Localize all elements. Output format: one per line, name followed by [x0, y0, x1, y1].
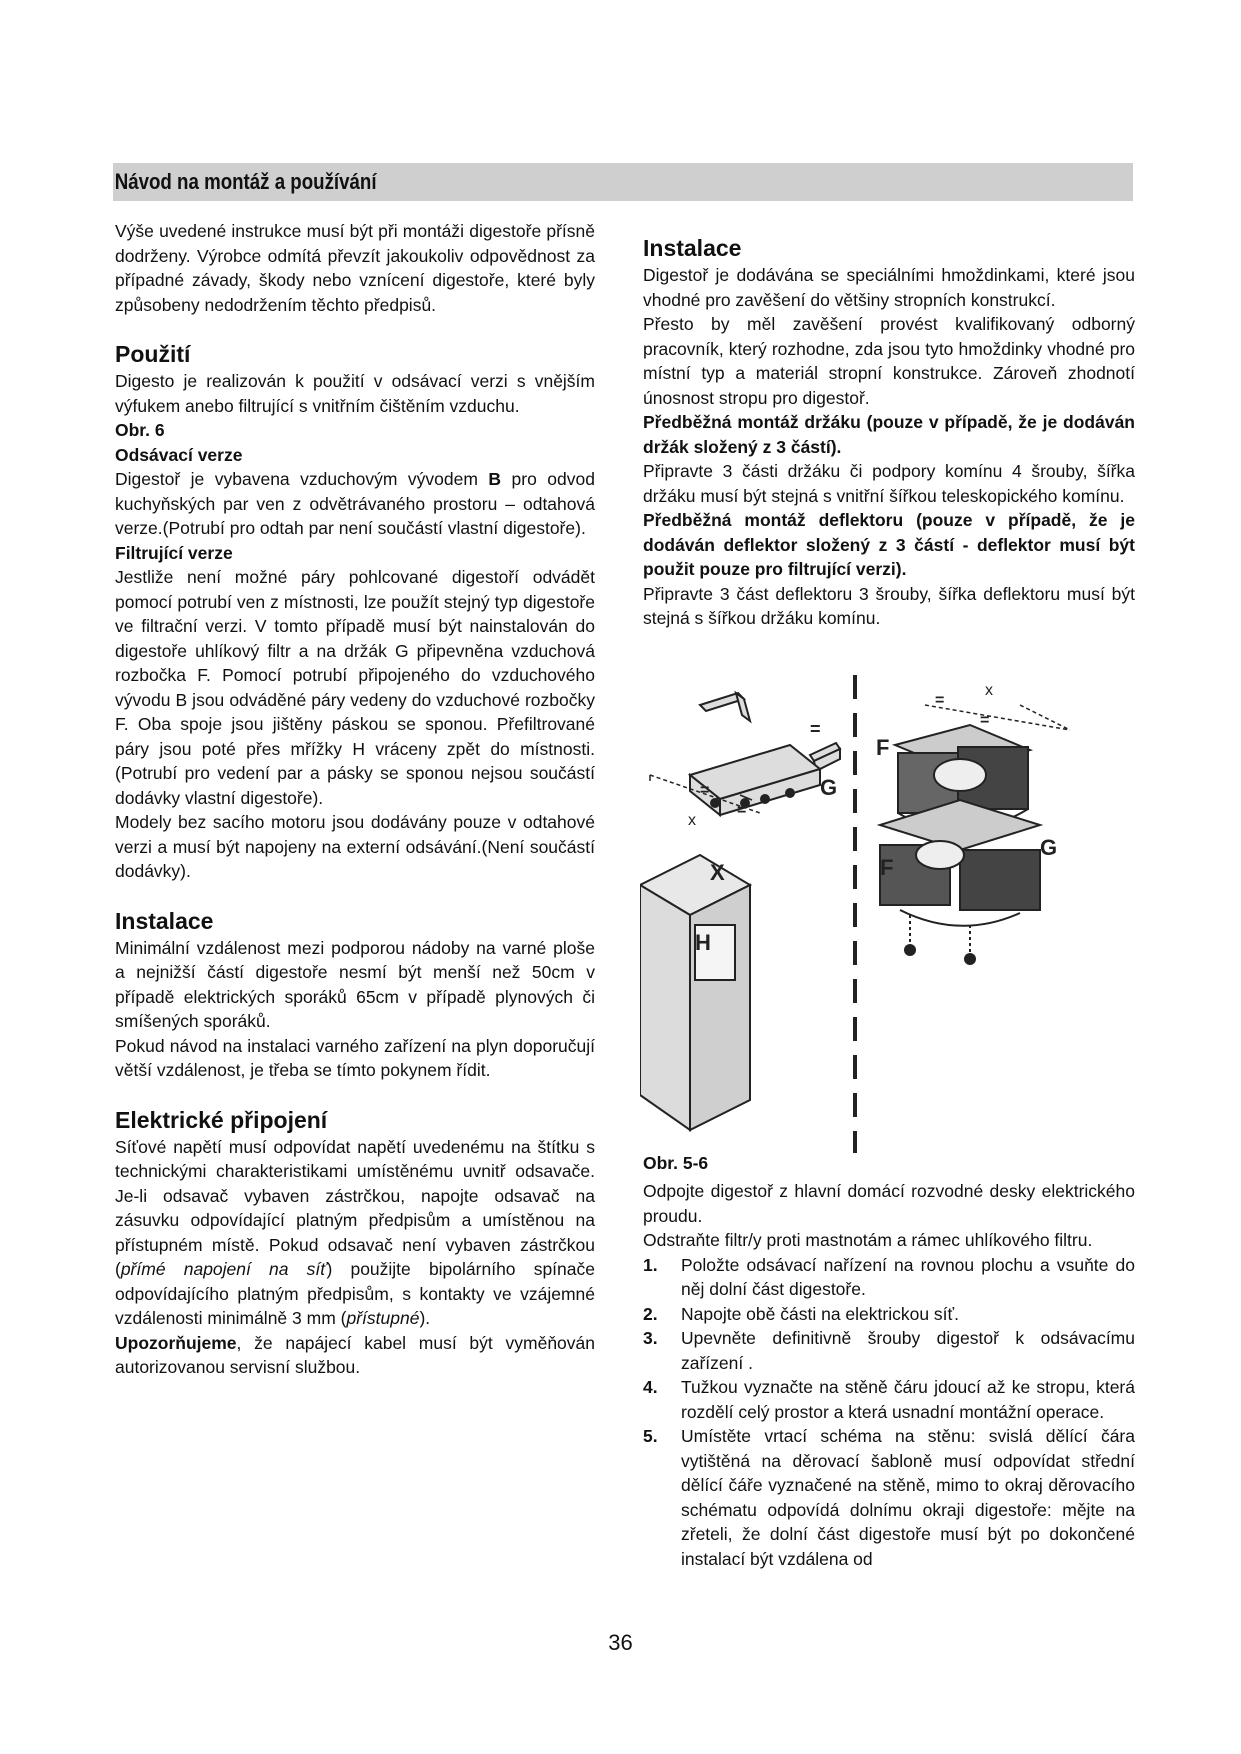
odsavaci-heading: Odsávací verze	[115, 444, 243, 465]
deflektor-paragraph: Připravte 3 část deflektoru 3 šrouby, šířka deflektoru musí být stejná s šířkou držáku komínu.	[643, 583, 1135, 628]
right-column	[643, 233, 1135, 631]
diverter-illustration-bottom	[880, 800, 1040, 964]
instalace-heading-right: Instalace	[643, 235, 742, 261]
label-F-top: F	[876, 735, 890, 760]
label-eq-1: =	[810, 719, 821, 739]
list-item: 5. Umístěte vrtací schéma na stěnu: svislá dělící čára vytištěná na děrovací šabloně musí odpovídat střední dělící čáře vyznačené na stěně, mimo to okraj děrovacího schématu odpovídá dolnímu okraji digestoře: mějte na zřeteli, že dolní část digestoře musí být po dokončené instalací být vzdálena od	[643, 1426, 1135, 1569]
chimney-illustration	[640, 855, 750, 1130]
installation-steps	[643, 1253, 1135, 1572]
label-eq-2: =	[700, 782, 710, 799]
figure-caption: Obr. 5-6	[643, 1153, 709, 1173]
drzak-heading: Předběžná montáž držáku (pouze v případě, že je dodáván držák složený z 3 částí).	[643, 412, 1135, 457]
drzak-paragraph: Připravte 3 části držáku či podpory komínu 4 šrouby, šířka držáku musí být stejná s vnitřní šířkou teleskopického komínu.	[643, 461, 1135, 506]
list-item: 1. Položte odsávací nařízení na rovnou plochu a vsuňte do něj dolní část digestoře.	[643, 1254, 1135, 1299]
presto-paragraph: Přesto by měl zavěšení provést kvalifikovaný odborný pracovník, který rozhodne, zda jsou tyto hmoždinky vhodné pro místní typ a materiál stropní konstrukce. Zároveň zhodnotí únosnost stropu pro digestoř.	[643, 314, 1135, 408]
label-x-small: x	[688, 812, 696, 829]
section-header	[113, 163, 1133, 201]
list-item: 4. Tužkou vyznačte na stěně čáru jdoucí až ke stropu, která rozdělí celý prostor a která usnadní montážní operace.	[643, 1377, 1135, 1422]
modely-paragraph: Modely bez sacího motoru jsou dodávány pouze v odtahové verzi a musí být napojeny na externí odsávání.(Není součástí dodávky).	[115, 812, 595, 881]
instalace-paragraph-left-2: Pokud návod na instalaci varného zařízení na plyn doporučují větší vzdálenost, je třeba se tímto pokynem řídit.	[115, 1035, 595, 1080]
odpojte-paragraph: Odpojte digestoř z hlavní domácí rozvodné desky elektrického proudu.	[643, 1181, 1135, 1226]
instalace-heading-left: Instalace	[115, 907, 214, 934]
intro-paragraph: Výše uvedené instrukce musí být při montáži digestoře přísně dodrženy. Výrobce odmítá převzít jakoukoliv odpovědnost za případné závady, škody nebo vznícení digestoře, které byly způsobeny nedodržením těchto předpisů.	[115, 221, 595, 315]
filtrujici-heading: Filtrující verze	[115, 542, 233, 563]
label-G-bottom: G	[1040, 835, 1058, 860]
label-eq-3: =	[737, 802, 747, 819]
dimension-lines-right	[925, 705, 1070, 730]
installation-figure	[640, 675, 1140, 1153]
upozornujeme-paragraph: Upozorňujeme, že napájecí kabel musí být vyměňován autorizovanou servisní službou.	[115, 1332, 595, 1377]
left-column	[115, 219, 595, 1380]
odstrante-paragraph: Odstraňte filtr/y proti mastnotám a rámec uhlíkového filtru.	[643, 1230, 1093, 1250]
odsavaci-paragraph: Digestoř je vybavena vzduchovým vývodem B pro odvod kuchyňských par ven z odvětrávaného prostoru – odtahová verze.(Potrubí pro odtah par není součástí vlastní digestoře).	[115, 469, 595, 538]
elektricke-heading: Elektrické připojení	[115, 1106, 328, 1133]
obr6-label: Obr. 6	[115, 420, 165, 440]
label-eq-4: =	[935, 692, 945, 709]
label-X: X	[710, 860, 725, 885]
pouziti-heading: Použití	[115, 341, 191, 367]
label-F-bottom: F	[880, 855, 894, 880]
label-x-small-2: x	[985, 682, 993, 699]
label-H: H	[695, 930, 711, 955]
right-column-lower	[643, 1179, 1135, 1571]
list-item: 3. Upevněte definitivně šrouby digestoř k odsávacímu zařízení .	[643, 1328, 1135, 1373]
instalace-paragraph-left: Minimální vzdálenost mezi podporou nádoby na varné ploše a nejnižší částí digestoře nesmí být menší než 50cm v případě elektrických sporáků 65cm v případě plynových či smíšených sporáků.	[115, 937, 595, 1031]
label-G-top: G	[820, 775, 838, 800]
page-title: Návod na montáž a používání	[114, 169, 377, 194]
filtrujici-paragraph: Jestliže není možné páry pohlcované digestoří odvádět pomocí potrubí ven z místnosti, lze použít stejný typ digestoře ve filtrační verzi. V tomto případě musí být nainstalován do digestoře uhlíkový filtr a na držák G připevněna vzduchová rozbočka F. Pomocí potrubí připojeného do vzduchového vývodu B jsou odváděné páry vedeny do vzduchové rozbočky F. Oba spoje jsou jištěny páskou se sponou. Přefiltrované páry jsou poté přes mřížky H vráceny zpět do místnosti.(Potrubí pro vedení par a pásky se sponou nejsou součástí dodávky vlastní digestoře).	[115, 567, 595, 808]
page-number: 36	[608, 1630, 633, 1655]
pouziti-paragraph: Digesto je realizován k použití v odsávací verzi s vnějším výfukem anebo filtrující s vnitřním čištěním vzduchu.	[115, 371, 595, 416]
label-eq-5: =	[980, 712, 990, 729]
list-item: 2. Napojte obě části na elektrickou síť.	[643, 1303, 959, 1324]
elektricke-paragraph: Síťové napětí musí odpovídat napětí uvedenému na štítku s technickými charakteristikami umístěnému uvnitř odsavače. Je-li odsavač vybaven zástrčkou, napojte odsavač na zásuvku odpovídající platným předpisům a umístěnou na přístupném místě. Pokud odsavač není vybaven zástrčkou (přímé napojení na síť) použijte bipolárního spínače odpovídajícího platným předpisům, s kontakty ve vzájemné vzdálenosti minimálně 3 mm (přístupné).	[115, 1136, 595, 1328]
deflektor-heading: Předběžná montáž deflektoru (pouze v případě, že je dodáván deflektor složený z 3 částí - deflektor musí být použit pouze pro filtrující verzi).	[643, 510, 1135, 579]
instalace-paragraph-right: Digestoř je dodávána se speciálními hmoždinkami, které jsou vhodné pro zavěšení do většiny stropních konstrukcí.	[643, 265, 1135, 310]
